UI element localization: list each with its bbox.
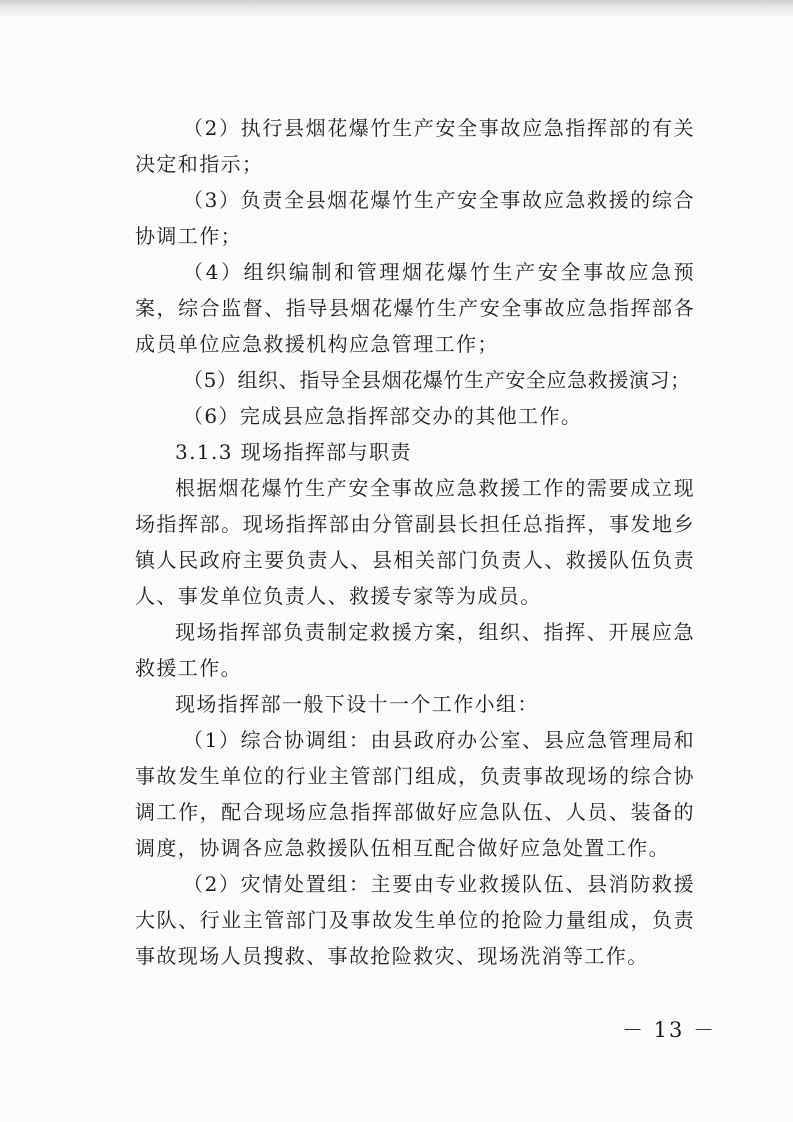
paragraph: 根据烟花爆竹生产安全事故应急救援工作的需要成立现场指挥部。现场指挥部由分管副县长担任总指挥，事发地乡镇人民政府主要负责人、县相关部门负责人、救援队伍负责人、事发单位负责人、救援专家等为成员。 (135, 476, 695, 608)
paragraph: （2）执行县烟花爆竹生产安全事故应急指挥部的有关决定和指示； (135, 116, 695, 176)
paragraph: （2）灾情处置组：主要由专业救援队伍、县消防救援大队、行业主管部门及事故发生单位的抢险力量组成，负责事故现场人员搜救、事故抢险救灾、现场洗消等工作。 (135, 872, 695, 968)
paragraph: （4）组织编制和管理烟花爆竹生产安全事故应急预案，综合监督、指导县烟花爆竹生产安全事故应急指挥部各成员单位应急救援机构应急管理工作； (135, 260, 695, 356)
document-body (135, 110, 695, 974)
paragraph: 现场指挥部负责制定救援方案，组织、指挥、开展应急救援工作。 (135, 620, 695, 680)
paragraph: 现场指挥部一般下设十一个工作小组： (175, 692, 539, 716)
scan-edge (0, 0, 793, 16)
paragraph: （5）组织、指导全县烟花爆竹生产安全应急救援演习； (183, 368, 691, 392)
paragraph: （6）完成县应急指挥部交办的其他工作。 (183, 404, 583, 428)
page-number: － 13 － (622, 1018, 717, 1042)
paragraph: （1）综合协调组：由县政府办公室、县应急管理局和事故发生单位的行业主管部门组成，负责事故现场的综合协调工作，配合现场应急指挥部做好应急队伍、人员、装备的调度，协调各应急救援队伍相互配合做好应急处置工作。 (135, 728, 695, 860)
section-heading: 3.1.3 现场指挥部与职责 (175, 440, 412, 464)
paragraph: （3）负责全县烟花爆竹生产安全事故应急救援的综合协调工作； (135, 188, 695, 248)
